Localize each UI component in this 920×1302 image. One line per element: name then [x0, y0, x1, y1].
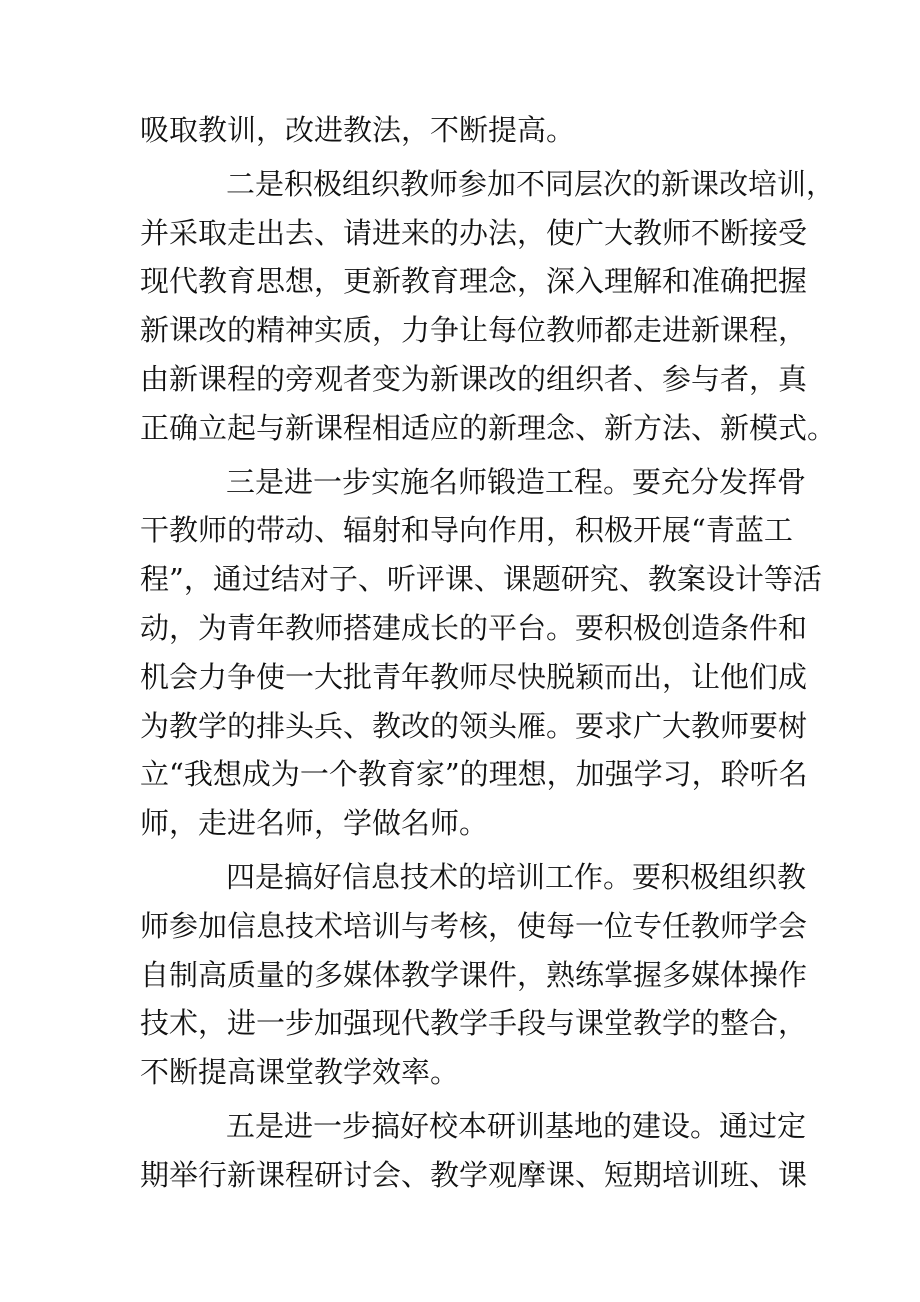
- text-line: 四是搞好信息技术的培训工作。要积极组织教: [226, 859, 807, 894]
- text-line: 机会力争使一大批青年教师尽快脱颖而出，让他们成: [140, 659, 808, 694]
- text-line: 期举行新课程研讨会、教学观摩课、短期培训班、课: [140, 1157, 808, 1192]
- text-line: 技术，进一步加强现代教学手段与课堂教学的整合，: [140, 1006, 808, 1041]
- text-line: 为教学的排头兵、教改的领头雁。要求广大教师要树: [140, 708, 808, 743]
- paragraph: [140, 106, 780, 155]
- paragraph: [140, 458, 822, 848]
- text-line: 程”，通过结对子、听评课、课题研究、教案设计等活: [140, 562, 822, 597]
- text-line: 二是积极组织教师参加不同层次的新课改培训，: [226, 166, 836, 201]
- text-line: 干教师的带动、辐射和导向作用，积极开展“青蓝工: [140, 513, 793, 548]
- text-line: 并采取走出去、请进来的办法，使广大教师不断接受: [140, 215, 808, 250]
- text-line: 现代教育思想，更新教育理念，深入理解和准确把握: [140, 264, 808, 299]
- document-body: [140, 106, 837, 1200]
- text-line: 五是进一步搞好校本研训基地的建设。通过定: [226, 1108, 807, 1143]
- text-line: 自制高质量的多媒体教学课件，熟练掌握多媒体操作: [140, 957, 808, 992]
- text-line: 新课改的精神实质，力争让每位教师都走进新课程，: [140, 313, 808, 348]
- text-line: 三是进一步实施名师锻造工程。要充分发挥骨: [226, 464, 807, 499]
- text-line: 吸取教训，改进教法，不断提高。: [140, 113, 576, 147]
- paragraph: [140, 160, 837, 453]
- text-line: 立“我想成为一个教育家”的理想，加强学习，聆听名: [140, 757, 808, 792]
- text-line: 由新课程的旁观者变为新课改的组织者、参与者，真: [140, 361, 808, 396]
- text-line: 不断提高课堂教学效率。: [140, 1055, 460, 1090]
- text-line: 正确立起与新课程相适应的新理念、新方法、新模式。: [140, 410, 837, 445]
- paragraph: [140, 853, 808, 1097]
- text-line: 师，走进名师，学做名师。: [140, 806, 489, 841]
- text-line: 动，为青年教师搭建成长的平台。要积极创造条件和: [140, 610, 808, 645]
- paragraph: [140, 1102, 808, 1200]
- text-line: 师参加信息技术培训与考核，使每一位专任教师学会: [140, 908, 808, 943]
